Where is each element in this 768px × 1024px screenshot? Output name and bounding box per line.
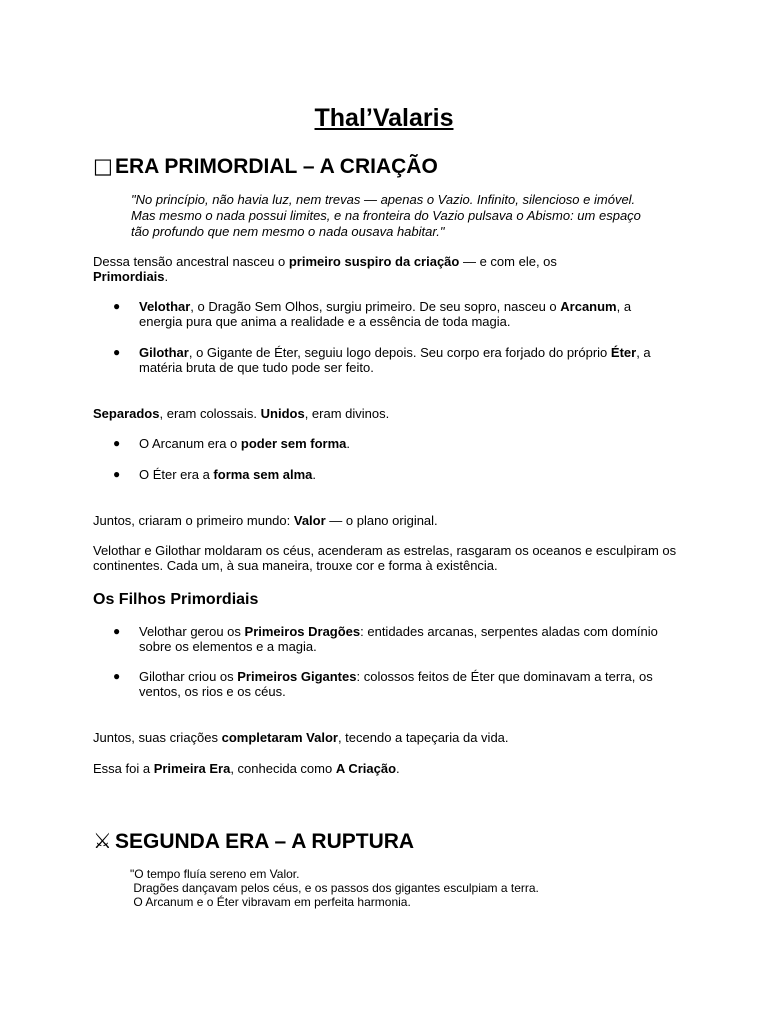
text-run: .: [312, 467, 317, 482]
bold-run: Arcanum: [560, 299, 617, 314]
section-heading-segunda-era: [93, 829, 414, 854]
text-run: Juntos, suas criações: [93, 730, 222, 745]
text-run: .: [346, 436, 350, 451]
text-run: — e com ele, os: [459, 254, 557, 269]
section-heading-text: ERA PRIMORDIAL – A CRIAÇÃO: [115, 155, 438, 178]
list-item-text: [139, 669, 673, 699]
text-run: : colossos feitos de Éter que dominavam a terra, os ventos, os rios e os céus.: [139, 669, 653, 699]
text-run: .: [164, 269, 169, 284]
bold-run: Valor: [293, 513, 326, 528]
document-title: Thal’Valaris: [314, 104, 454, 132]
text-run: O Éter era a: [139, 467, 214, 482]
bullet-icon: ●: [113, 624, 121, 638]
text-run: , o Dragão Sem Olhos, surgiu primeiro. De seu sopro, nasceu o: [190, 299, 561, 314]
bold-run: poder sem forma: [240, 436, 347, 451]
list-item-velothar: [113, 299, 673, 329]
bullet-icon: ●: [113, 345, 121, 359]
paragraph-primordiais: [93, 254, 683, 284]
bold-run: Primeira Era: [153, 761, 231, 776]
bold-run: Separados: [93, 406, 160, 421]
list-item-primeiros-gigantes: [113, 669, 673, 699]
quote-line: Dragões dançavam pelos céus, e os passos dos gigantes esculpiam a terra.: [130, 881, 539, 895]
text-run: , a matéria bruta de que tudo pode ser feito.: [139, 345, 651, 375]
bold-run: Primordiais: [93, 269, 165, 284]
list-item-primeiros-dragoes: [113, 624, 673, 654]
text-run: , o Gigante de Éter, seguiu logo depois. Seu corpo era forjado do próprio: [188, 345, 611, 360]
paragraph-separados: [93, 406, 683, 421]
bullet-icon: ●: [113, 436, 121, 450]
paragraph-valor: [93, 513, 683, 528]
bold-run: Primeiros Gigantes: [237, 669, 357, 684]
bold-run: completaram Valor: [221, 730, 338, 745]
text-run: Essa foi a: [93, 761, 154, 776]
paragraph-primeira-era: [93, 761, 683, 776]
text-run: O Arcanum era o: [139, 436, 241, 451]
text-run: — o plano original.: [325, 513, 438, 528]
opening-quote: "No princípio, não havia luz, nem trevas — apenas o Vazio. Infinito, silencioso e imóvel. Mas mesmo o nada possui limites, e na fronteira do Vazio pulsava o Abismo: um espaço tão profundo que nem mesmo o nada ousava habitar.": [131, 192, 641, 239]
list-item-gilothar: [113, 345, 673, 375]
list-item-arcanum: [113, 436, 673, 451]
bullet-icon: ●: [113, 299, 121, 313]
text-run: : entidades arcanas, serpentes aladas com domínio sobre os elementos e a magia.: [139, 624, 658, 654]
section-heading-text: SEGUNDA ERA – A RUPTURA: [115, 830, 415, 853]
text-run: Dessa tensão ancestral nasceu o: [93, 254, 289, 269]
list-item-text: [139, 624, 673, 654]
bold-run: Gilothar: [139, 345, 189, 360]
list-item-text: [139, 436, 673, 451]
text-run: , a energia pura que anima a realidade e a essência de toda magia.: [139, 299, 632, 329]
bullet-icon: ●: [113, 467, 121, 481]
bold-run: Velothar: [139, 299, 191, 314]
missing-glyph-icon: □: [93, 154, 113, 178]
list-item-text: [139, 299, 673, 329]
text-run: , eram divinos.: [304, 406, 390, 421]
list-item-eter: [113, 467, 673, 482]
text-run: .: [396, 761, 400, 776]
text-run: Velothar gerou os: [139, 624, 245, 639]
quote-line: O Arcanum e o Éter vibravam em perfeita harmonia.: [130, 895, 411, 909]
text-run: , conhecida como: [230, 761, 336, 776]
list-item-text: [139, 345, 673, 375]
segunda-era-quote: [130, 867, 690, 909]
list-item-text: [139, 467, 673, 482]
text-run: , eram colossais.: [159, 406, 261, 421]
text-run: Juntos, criaram o primeiro mundo:: [93, 513, 294, 528]
subheading-filhos-primordiais: Os Filhos Primordiais: [93, 591, 259, 608]
bold-run: forma sem alma: [213, 467, 313, 482]
bold-run: Unidos: [260, 406, 305, 421]
section-heading-era-primordial: [93, 154, 438, 179]
text-run: Gilothar criou os: [139, 669, 238, 684]
bold-run: primeiro suspiro da criação: [288, 254, 460, 269]
bullet-icon: ●: [113, 669, 121, 683]
bold-run: Éter: [610, 345, 637, 360]
quote-line: "O tempo fluía sereno em Valor.: [130, 867, 300, 881]
paragraph-moldaram: Velothar e Gilothar moldaram os céus, acenderam as estrelas, rasgaram os oceanos e esculpiram os continentes. Cada um, à sua maneira, trouxe cor e forma à existência.: [93, 543, 677, 573]
bold-run: Primeiros Dragões: [244, 624, 361, 639]
paragraph-completaram: [93, 730, 683, 745]
crossed-swords-icon: ⚔: [93, 829, 112, 853]
bold-run: A Criação: [335, 761, 397, 776]
text-run: , tecendo a tapeçaria da vida.: [337, 730, 509, 745]
